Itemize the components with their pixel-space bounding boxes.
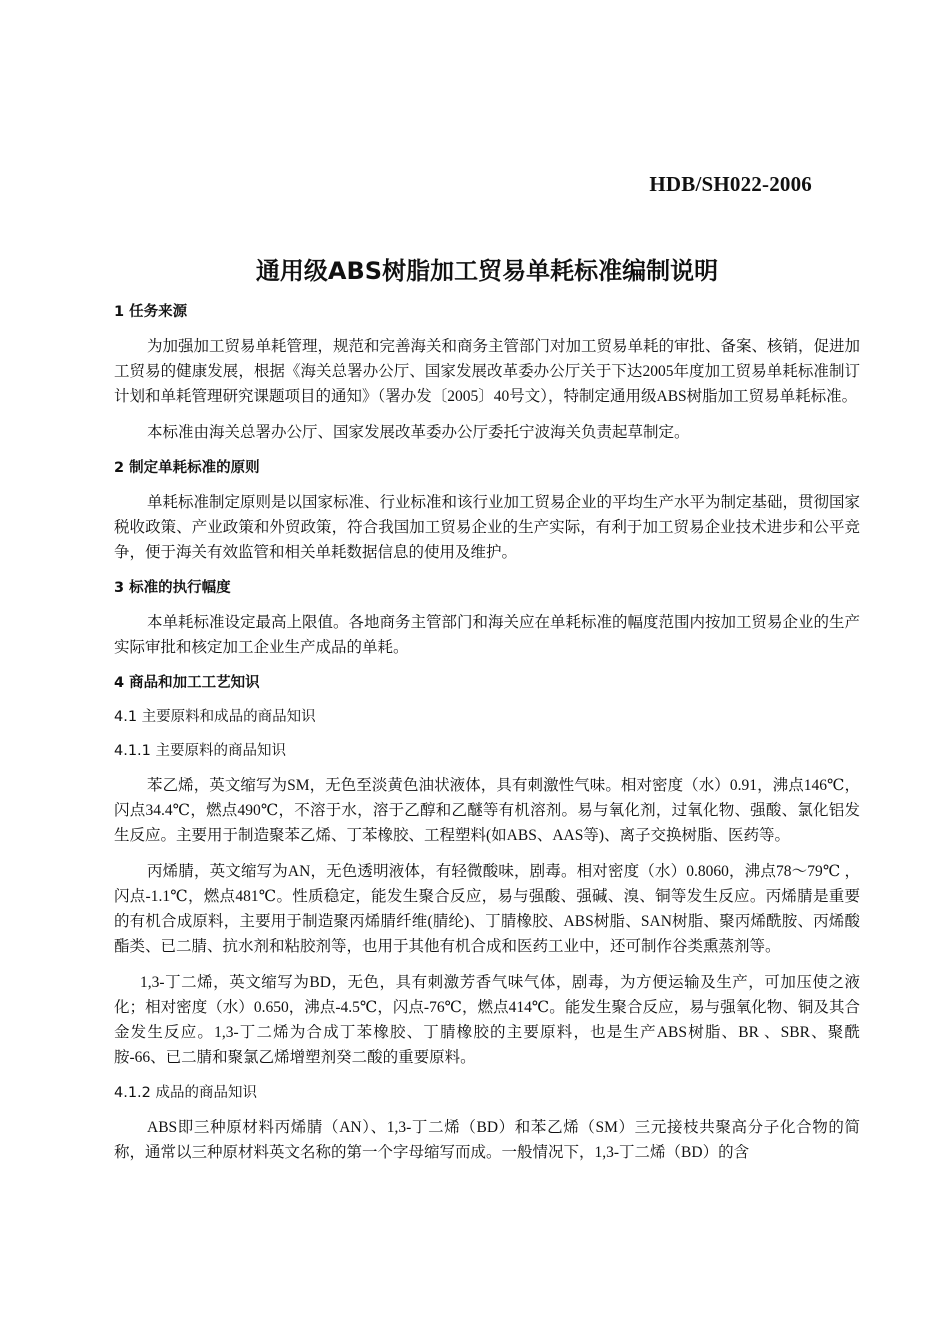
section-2-paragraph-1: 单耗标准制定原则是以国家标准、行业标准和该行业加工贸易企业的平均生产水平为制定基础，贯彻国家税收政策、产业政策和外贸政策，符合我国加工贸易企业的生产实际，有利于加工贸易企业技术进步和公平竞争，便于海关有效监管和相关单耗数据信息的使用及维护。 (114, 494, 861, 561)
section-2-heading: 2 制定单耗标准的原则 (114, 460, 260, 476)
styrene-paragraph: 苯乙烯，英文缩写为SM，无色至淡黄色油状液体，具有刺激性气味。相对密度（水）0.91，沸点146℃，闪点34.4℃，燃点490℃，不溶于水，溶于乙醇和乙醚等有机溶剂。易与氧化剂，过氧化物、强酸、氯化铝发生反应。主要用于制造聚苯乙烯、丁苯橡胶、工程塑料(如ABS、AAS等)、离子交换树脂、医药等。 (114, 777, 860, 844)
section-4-1-1-heading: 4.1.1 主要原料的商品知识 (114, 743, 287, 759)
section-4-1-heading: 4.1 主要原料和成品的商品知识 (114, 709, 316, 725)
section-4-1-2-heading: 4.1.2 成品的商品知识 (114, 1085, 258, 1101)
butadiene-paragraph: 1,3-丁二烯，英文缩写为BD，无色，具有刺激芳香气味气体，剧毒，为方便运输及生产，可加压使之液化；相对密度（水）0.650，沸点-4.5℃，闪点-76℃，燃点414℃。能发生聚合反应，易与强氧化物、铜及其合金发生反应。1,3-丁二烯为合成丁苯橡胶、丁腈橡胶的主要原料，也是生产ABS树脂、BR 、SBR、聚酰胺-66、已二腈和聚氯乙烯增塑剂癸二酸的重要原料。 (114, 974, 860, 1066)
section-3-paragraph-1: 本单耗标准设定最高上限值。各地商务主管部门和海关应在单耗标准的幅度范围内按加工贸易企业的生产实际审批和核定加工企业生产成品的单耗。 (114, 614, 861, 656)
section-1-paragraph-1: 为加强加工贸易单耗管理，规范和完善海关和商务主管部门对加工贸易单耗的审批、备案、核销，促进加工贸易的健康发展，根据《海关总署办公厅、国家发展改革委办公厅关于下达2005年度加工贸易单耗标准制订计划和单耗管理研究课题项目的通知》（署办发〔2005〕40号文），特制定通用级ABS树脂加工贸易单耗标准。 (114, 338, 861, 405)
document-title: 通用级ABS树脂加工贸易单耗标准编制说明 (255, 257, 719, 285)
document-body (114, 300, 860, 1176)
section-1-heading: 1 任务来源 (114, 304, 188, 320)
abs-product-paragraph: ABS即三种原材料丙烯腈（AN）、1,3-丁二烯（BD）和苯乙烯（SM）三元接枝共聚高分子化合物的简称，通常以三种原材料英文名称的第一个字母缩写而成。一般情况下，1,3-丁二烯（BD）的含 (114, 1119, 860, 1161)
acrylonitrile-paragraph: 丙烯腈，英文缩写为AN，无色透明液体，有轻微酸味，剧毒。相对密度（水）0.8060，沸点78～79℃ ，闪点-1.1℃，燃点481℃。性质稳定，能发生聚合反应，易与强酸、强碱、溴、铜等发生反应。丙烯腈是重要的有机合成原料，主要用于制造聚丙烯腈纤维(腈纶)、丁腈橡胶、ABS树脂、SAN树脂、聚丙烯酰胺、丙烯酸酯类、已二腈、抗水剂和粘胶剂等，也用于其他有机合成和医药工业中，还可制作谷类熏蒸剂等。 (114, 863, 860, 955)
section-3-heading: 3 标准的执行幅度 (114, 580, 231, 596)
section-4-heading: 4 商品和加工工艺知识 (114, 675, 260, 691)
document-code: HDB/SH022-2006 (649, 172, 812, 196)
section-1-paragraph-2: 本标准由海关总署办公厅、国家发展改革委办公厅委托宁波海关负责起草制定。 (147, 424, 690, 441)
